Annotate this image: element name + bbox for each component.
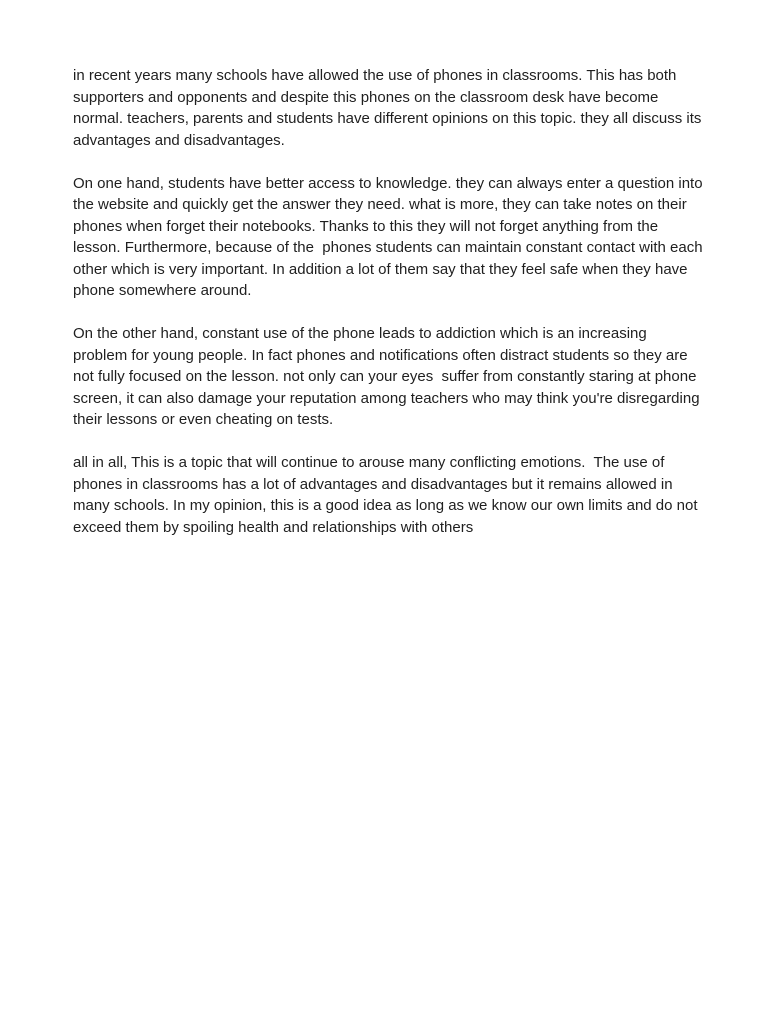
document-body	[73, 65, 707, 560]
paragraph-2: On one hand, students have better access to knowledge. they can always enter a question into the website and quickly get the answer they need. what is more, they can take notes on their phones when forget their notebooks. Thanks to this they will not forget anything from the lesson. Furthermore, because of the phones students can maintain constant contact with each other which is very important. In addition a lot of them say that they feel safe when they have phone somewhere around.	[73, 174, 707, 299]
paragraph-1: in recent years many schools have allowed the use of phones in classrooms. This has both supporters and opponents and despite this phones on the classroom desk have become normal. teachers, parents and students have different opinions on this topic. they all discuss its advantages and disadvantages.	[73, 67, 706, 149]
paragraph-3: On the other hand, constant use of the phone leads to addiction which is an increasing problem for young people. In fact phones and notifications often distract students so they are not fully focused on the lesson. not only can your eyes suffer from constantly staring at phone screen, it can also damage your reputation among teachers who may think you're disregarding their lessons or even cheating on tests.	[73, 325, 704, 428]
paragraph-4: all in all, This is a topic that will continue to arouse many conflicting emotions. The use of phones in classrooms has a lot of advantages and disadvantages but it remains allowed in many schools. In my opinion, this is a good idea as long as we know our own limits and do not exceed them by spoiling health and relationships with others	[73, 454, 702, 536]
